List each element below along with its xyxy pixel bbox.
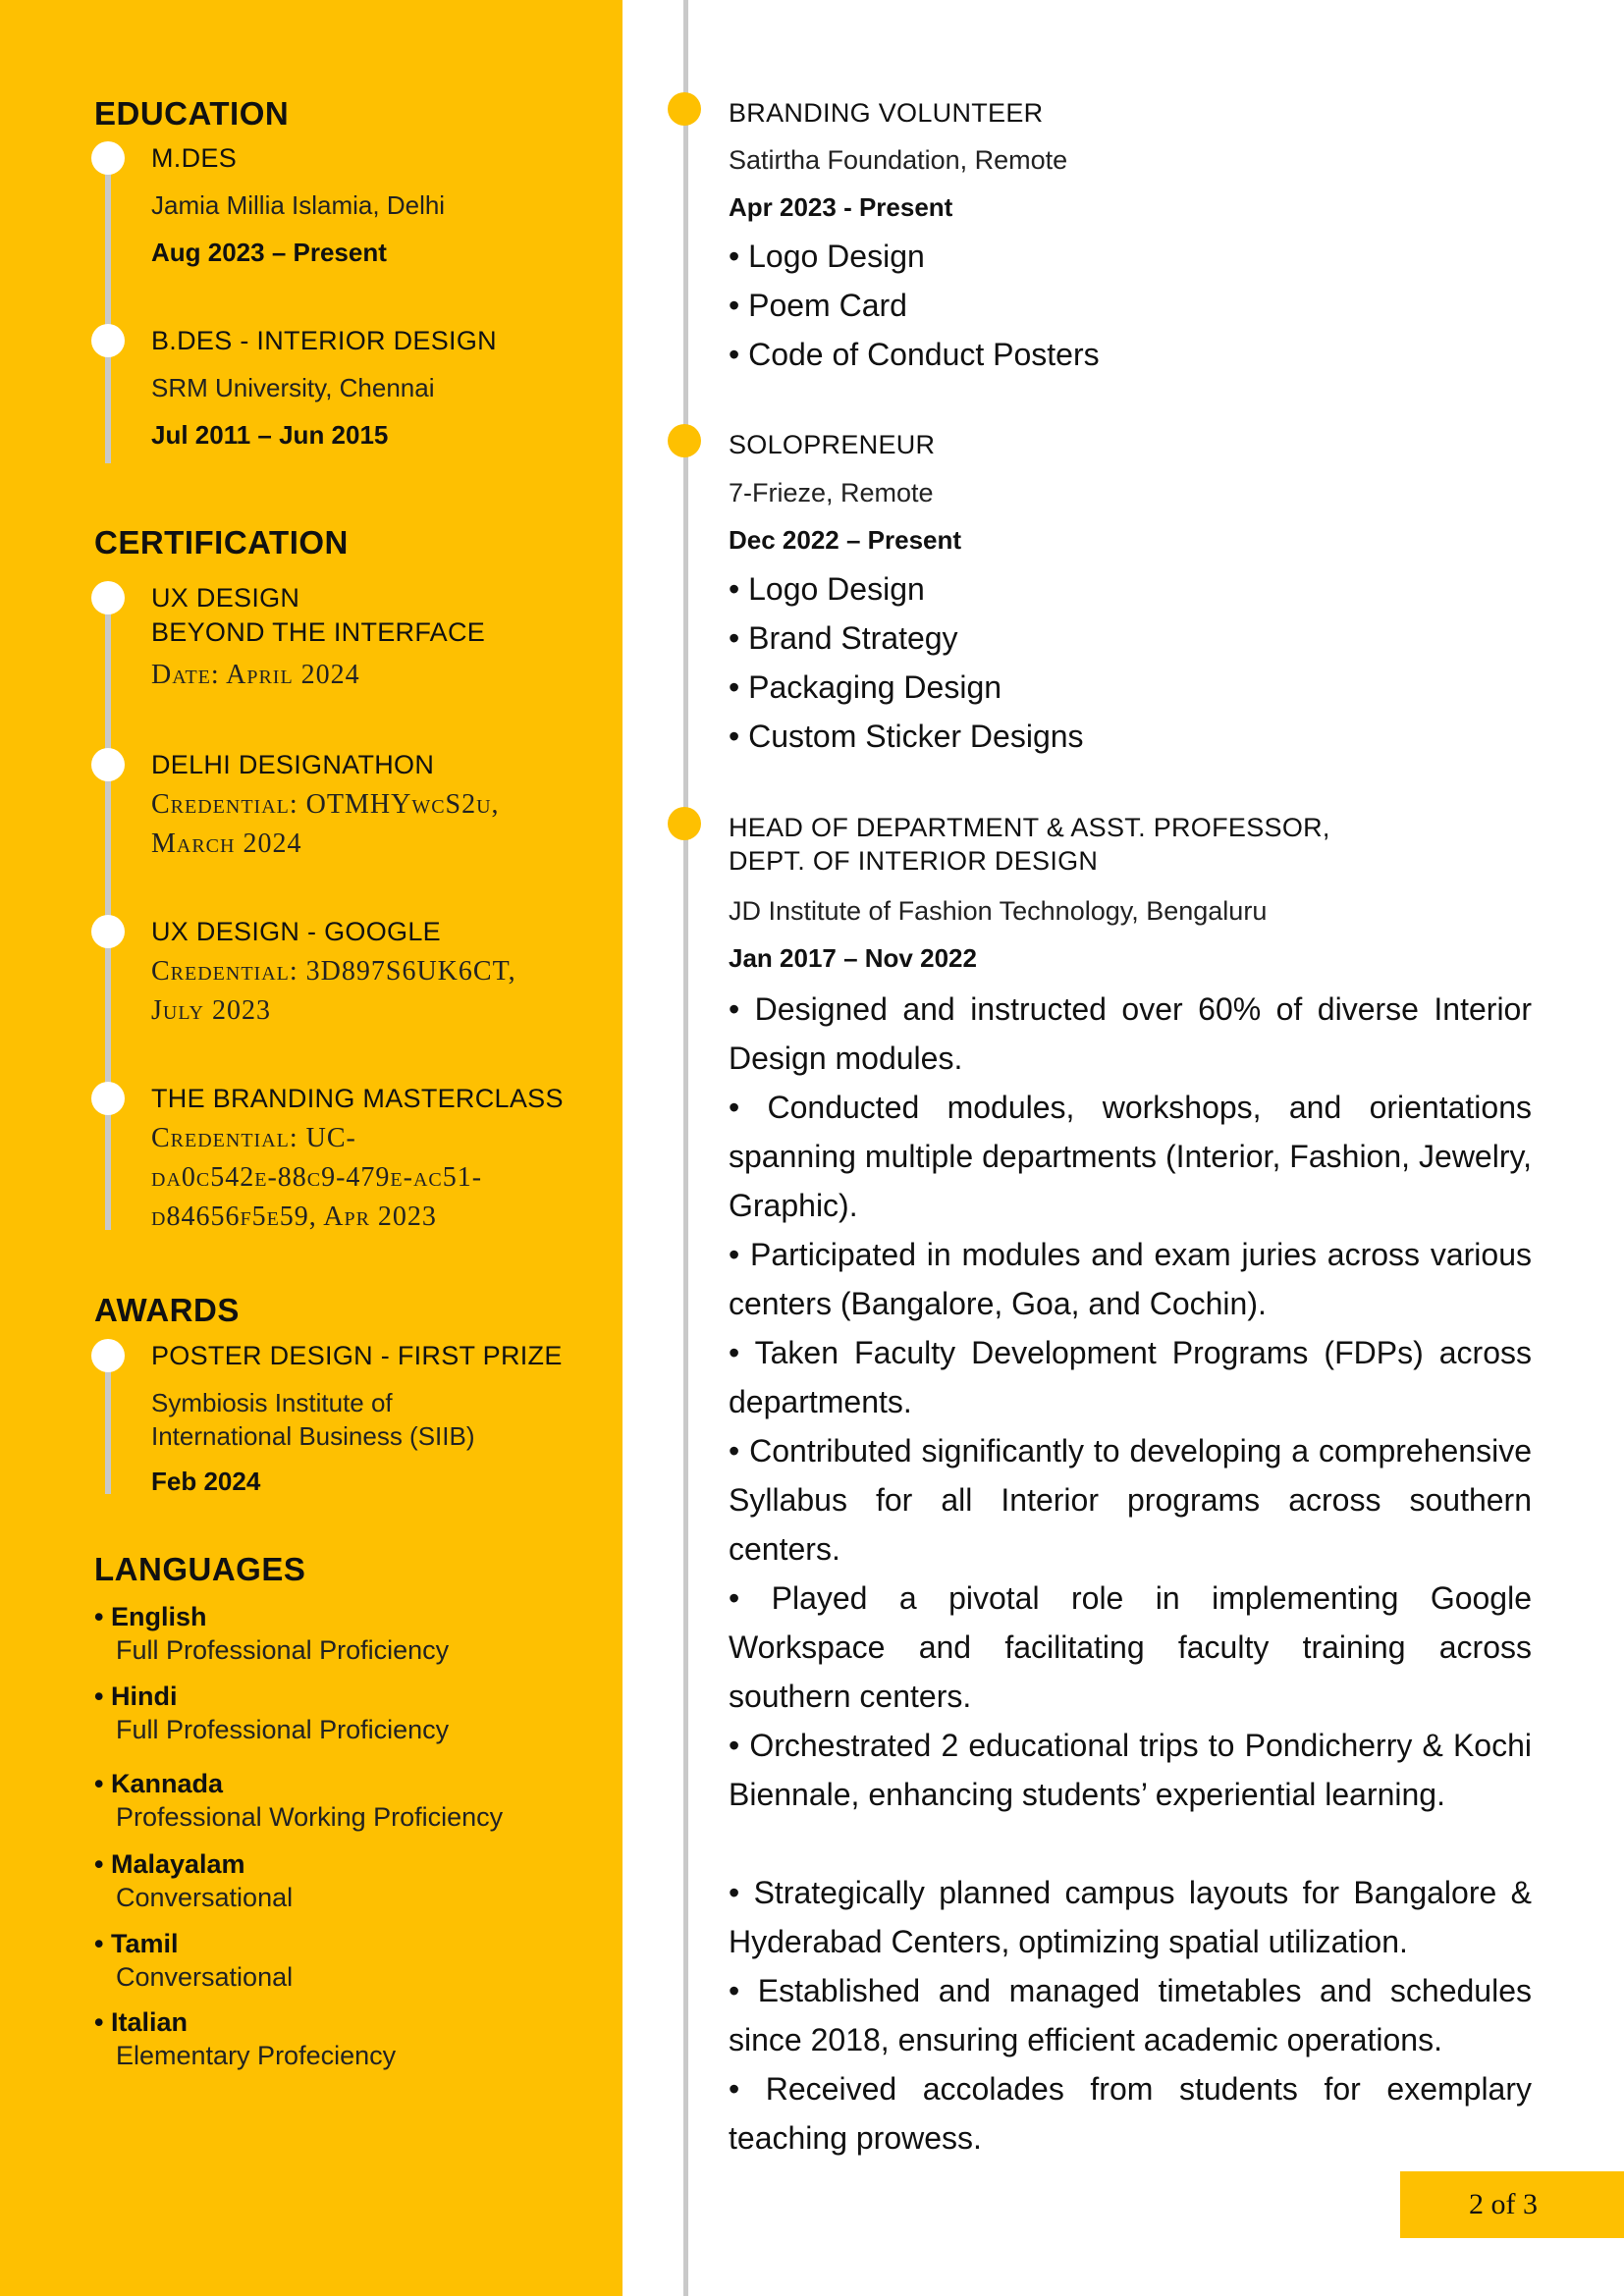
language-level: Elementary Profeciency	[116, 2041, 397, 2070]
award-date: Feb 2024	[151, 1467, 261, 1496]
job-bullet: • Custom Sticker Designs	[729, 719, 1084, 754]
language-name: • Hindi	[94, 1682, 178, 1711]
cert-title: BEYOND THE INTERFACE	[151, 617, 486, 647]
job-bullet: • Code of Conduct Posters	[729, 337, 1100, 372]
cert-detail: Credential: OTMHYwcS2u,	[151, 789, 500, 820]
job-title: HEAD OF DEPARTMENT & ASST. PROFESSOR,	[729, 813, 1330, 842]
certification-timeline	[105, 584, 111, 1230]
job-bullet: • Contributed significantly to developing a comprehensive Syllabus for all Interior programs across southern centers.	[729, 1433, 1532, 1567]
language-name: • Kannada	[94, 1769, 223, 1798]
certification-heading: CERTIFICATION	[94, 524, 349, 561]
education-heading: EDUCATION	[94, 95, 290, 132]
cert-detail: Date: April 2024	[151, 660, 360, 690]
language-name: • English	[94, 1602, 207, 1631]
cert-detail: July 2023	[151, 995, 271, 1026]
award-title: POSTER DESIGN - FIRST PRIZE	[151, 1341, 563, 1370]
job-bullet: • Played a pivotal role in implementing Google Workspace and facilitating faculty training across southern centers.	[729, 1580, 1532, 1714]
page-number: 2 of 3	[1400, 2171, 1624, 2238]
job-org: JD Institute of Fashion Technology, Bengaluru	[729, 896, 1268, 926]
job-bullet: • Conducted modules, workshops, and orientations spanning multiple departments (Interior, Fashion, Jewelry, Graphic).	[729, 1090, 1532, 1223]
award-org: International Business (SIIB)	[151, 1421, 475, 1451]
language-level: Professional Working Proficiency	[116, 1802, 504, 1832]
education-org: SRM University, Chennai	[151, 373, 435, 402]
cert-title: UX DESIGN	[151, 583, 300, 613]
cert-title: DELHI DESIGNATHON	[151, 750, 435, 779]
job-title: BRANDING VOLUNTEER	[729, 98, 1044, 128]
job-bullet: • Packaging Design	[729, 669, 1002, 705]
job-bullet: • Logo Design	[729, 239, 925, 274]
timeline-dot-icon	[91, 581, 125, 614]
job-org: Satirtha Foundation, Remote	[729, 145, 1068, 175]
experience-timeline	[683, 0, 688, 2296]
job-bullet: • Brand Strategy	[729, 620, 958, 656]
timeline-dot-icon	[91, 1082, 125, 1115]
language-name: • Tamil	[94, 1929, 179, 1958]
timeline-dot-icon	[668, 424, 701, 457]
timeline-dot-icon	[668, 807, 701, 840]
language-level: Conversational	[116, 1883, 294, 1912]
job-date: Apr 2023 - Present	[729, 192, 953, 222]
cert-title: THE BRANDING MASTERCLASS	[151, 1084, 564, 1113]
job-title: DEPT. OF INTERIOR DESIGN	[729, 846, 1099, 876]
language-level: Conversational	[116, 1962, 294, 1992]
job-bullet: • Strategically planned campus layouts for Bangalore & Hyderabad Centers, optimizing spatial utilization.	[729, 1875, 1532, 1959]
job-bullet: • Received accolades from students for exemplary teaching prowess.	[729, 2071, 1532, 2156]
timeline-dot-icon	[668, 92, 701, 126]
timeline-dot-icon	[91, 1339, 125, 1372]
cert-detail: da0c542e-88c9-479e-ac51-	[151, 1162, 483, 1193]
job-bullet: • Taken Faculty Development Programs (FDPs) across departments.	[729, 1335, 1532, 1419]
education-timeline	[105, 147, 111, 463]
languages-heading: LANGUAGES	[94, 1551, 306, 1587]
cert-detail: March 2024	[151, 828, 302, 859]
job-bullet: • Designed and instructed over 60% of diverse Interior Design modules.	[729, 991, 1532, 1076]
education-org: Jamia Millia Islamia, Delhi	[151, 190, 446, 220]
cert-title: UX DESIGN - GOOGLE	[151, 917, 441, 946]
language-level: Full Professional Proficiency	[116, 1715, 450, 1744]
job-date: Dec 2022 – Present	[729, 525, 962, 555]
language-level: Full Professional Proficiency	[116, 1635, 450, 1665]
cert-detail: Credential: 3D897S6UK6CT,	[151, 956, 516, 987]
education-date: Jul 2011 – Jun 2015	[151, 420, 389, 450]
job-bullet: • Logo Design	[729, 571, 925, 607]
timeline-dot-icon	[91, 748, 125, 781]
job-date: Jan 2017 – Nov 2022	[729, 943, 977, 973]
awards-heading: AWARDS	[94, 1292, 240, 1328]
job-bullet: • Poem Card	[729, 288, 907, 323]
education-date: Aug 2023 – Present	[151, 238, 387, 267]
language-name: • Italian	[94, 2007, 188, 2037]
job-bullet: • Orchestrated 2 educational trips to Pondicherry & Kochi Biennale, enhancing students’ experiential learning.	[729, 1728, 1532, 1812]
job-bullet: • Established and managed timetables and schedules since 2018, ensuring efficient academic operations.	[729, 1973, 1532, 2057]
timeline-dot-icon	[91, 141, 125, 175]
job-title: SOLOPRENEUR	[729, 430, 936, 459]
job-bullet: • Participated in modules and exam juries across various centers (Bangalore, Goa, and Cochin).	[729, 1237, 1532, 1321]
job-org: 7-Frieze, Remote	[729, 478, 934, 507]
education-title: M.DES	[151, 143, 238, 173]
timeline-dot-icon	[91, 324, 125, 357]
cert-detail: d84656f5e59, Apr 2023	[151, 1201, 437, 1232]
timeline-dot-icon	[91, 915, 125, 948]
cert-detail: Credential: UC-	[151, 1123, 356, 1153]
education-title: B.DES - INTERIOR DESIGN	[151, 326, 497, 355]
language-name: • Malayalam	[94, 1849, 245, 1879]
award-org: Symbiosis Institute of	[151, 1388, 393, 1417]
